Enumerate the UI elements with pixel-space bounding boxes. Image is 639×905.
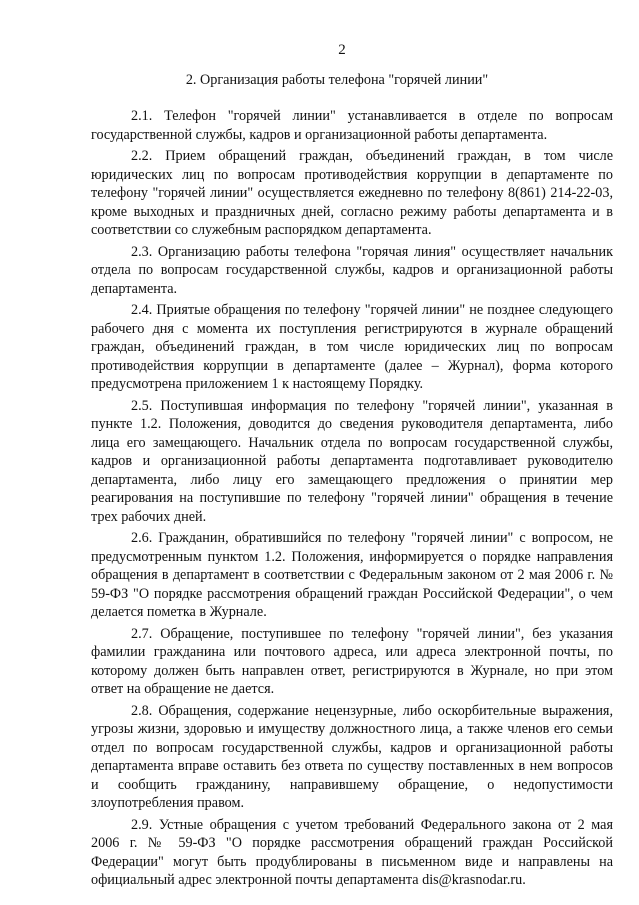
paragraph-2-3: 2.3. Организацию работы телефона "горячая линия" осуществляет начальник отдела по вопросам государственной службы, кадров и организационной работы департамента. [91, 243, 613, 297]
paragraph-2-2: 2.2. Прием обращений граждан, объединений граждан, в том числе юридических лиц по вопросам противодействия коррупции в департаменте по телефону "горячей линии" осуществляется ежедневно по телефону 8(861) 214-22-03, кроме выходных и праздничных дней, согласно режиму работы департамента и в соответствии со служебным распорядком департамента. [91, 148, 613, 238]
document-body [91, 107, 613, 890]
paragraph-2-8: 2.8. Обращения, содержание нецензурные, либо оскорбительные выражения, угрозы жизни, здоровью и имуществу должностного лица, а также членов его семьи отдел по вопросам государственной службы, кадров и организационной работы департамента вправе оставить без ответа по существу поставленных в нем вопросов и сообщить гражданину, направившему обращение, о недопустимости злоупотребления правом. [91, 702, 613, 811]
paragraph-2-5: 2.5. Поступившая информация по телефону "горячей линии", указанная в пункте 1.2. Положения, доводится до сведения руководителя департамента, либо лица его замещающего. Начальник отдела по вопросам государственной службы, кадров и организационной работы департамента подготавливает руководителю департамента, либо лицу его замещающего предложения о принятии мер реагирования на поступившие по телефону "горячей линии" обращения в течение трех рабочих дней. [91, 397, 613, 525]
section-title: 2. Организация работы телефона "горячей линии" [185, 72, 489, 88]
page-number: 2 [338, 42, 346, 58]
paragraph-2-9: 2.9. Устные обращения с учетом требований Федерального закона от 2 мая 2006 г. № 59-ФЗ "О порядке рассмотрения обращений граждан Российской Федерации" могут быть продублированы в письменном виде и направлены на официальный адрес электронной почты департамента dis@krasnodar.ru. [91, 816, 613, 888]
paragraph-2-4: 2.4. Приятые обращения по телефону "горячей линии" не позднее следующего рабочего дня с момента их поступления регистрируются в журнале обращений граждан, объединений граждан, в том числе юридических лиц по вопросам противодействия коррупции в департаменте (далее – Журнал), форма которого предусмотрена приложением 1 к настоящему Порядку. [91, 302, 613, 392]
paragraph-2-7: 2.7. Обращение, поступившее по телефону "горячей линии", без указания фамилии гражданина или почтового адреса, или адреса электронной почты, по которому должен быть направлен ответ, регистрируются в Журнале, но при этом ответ на обращение не дается. [91, 625, 613, 697]
paragraph-2-6: 2.6. Гражданин, обратившийся по телефону "горячей линии" с вопросом, не предусмотренным пунктом 1.2. Положения, информируется о порядке направления обращения в департамент в соответствии с Федеральным законом от 2 мая 2006 г. № 59-ФЗ "О порядке рассмотрения обращений граждан Российской Федерации", о чем делается пометка в Журнале. [91, 530, 613, 620]
paragraph-2-1: 2.1. Телефон "горячей линии" устанавливается в отделе по вопросам государственной службы, кадров и организационной работы департамента. [91, 108, 613, 143]
